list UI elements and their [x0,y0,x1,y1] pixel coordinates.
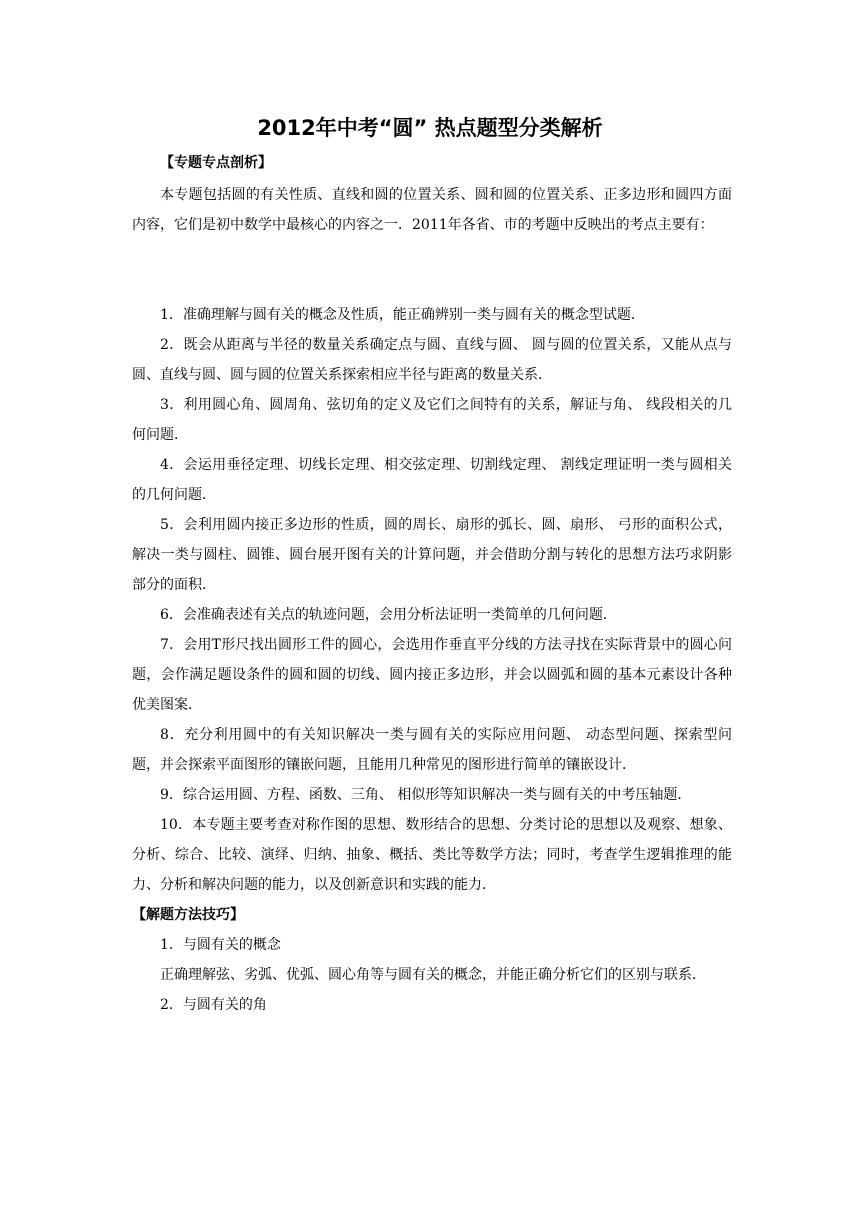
technique-1-text: 正确理解弦、劣弧、优弧、圆心角等与圆有关的概念，并能正确分析它们的区别与联系． [160,967,706,983]
point-3: 3．利用圆心角、圆周角、弦切角的定义及它们之间特有的关系，解证与角、 线段相关的几何问题． [132,397,732,443]
section-heading-solving-techniques: 【解题方法技巧】 [132,907,244,923]
document-title: 2012年中考“圆” 热点题型分类解析 [257,116,603,140]
point-5: 5．会利用圆内接正多边形的性质，圆的周长、扇形的弧长、圆、扇形、 弓形的面积公式，解决一类与圆柱、圆锥、圆台展开图有关的计算问题，并会借助分割与转化的思想方法巧求阴影部分的面积． [132,517,732,593]
technique-1-title: 1．与圆有关的概念 [160,937,281,953]
section-heading-topic-analysis: 【专题专点剖析】 [160,155,272,171]
point-1: 1．准确理解与圆有关的概念及性质，能正确辨别一类与圆有关的概念型试题． [160,307,645,323]
point-10: 10．本专题主要考查对称作图的思想、数形结合的思想、分类讨论的思想以及观察、想象、分析、综合、比较、演绎、归纳、抽象、概括、类比等数学方法；同时，考查学生逻辑推理的能力、分析和解决问题的能力，以及创新意识和实践的能力． [132,817,732,893]
point-7: 7．会用T形尺找出圆形工件的圆心，会选用作垂直平分线的方法寻找在实际背景中的圆心问题，会作满足题设条件的圆和圆的切线、圆内接正多边形，并会以圆弧和圆的基本元素设计各种优美图案． [132,637,732,713]
point-8: 8．充分利用圆中的有关知识解决一类与圆有关的实际应用问题、 动态型问题、探索型问题，并会探索平面图形的镶嵌问题，且能用几种常见的图形进行简单的镶嵌设计． [132,727,732,773]
intro-paragraph: 本专题包括圆的有关性质、直线和圆的位置关系、圆和圆的位置关系、正多边形和圆四方面内容，它们是初中数学中最核心的内容之一．2011年各省、市的考题中反映出的考点主要有： [132,187,732,233]
point-6: 6．会准确表述有关点的轨迹问题，会用分析法证明一类简单的几何问题． [160,607,617,623]
point-2: 2．既会从距离与半径的数量关系确定点与圆、直线与圆、 圆与圆的位置关系，又能从点与圆、直线与圆、圆与圆的位置关系探索相应半径与距离的数量关系． [132,337,732,383]
technique-2-title: 2．与圆有关的角 [160,997,267,1013]
point-4: 4．会运用垂径定理、切线长定理、相交弦定理、切割线定理、 割线定理证明一类与圆相关的几何问题． [132,457,732,503]
point-9: 9．综合运用圆、方程、函数、三角、 相似形等知识解决一类与圆有关的中考压轴题． [160,787,692,803]
